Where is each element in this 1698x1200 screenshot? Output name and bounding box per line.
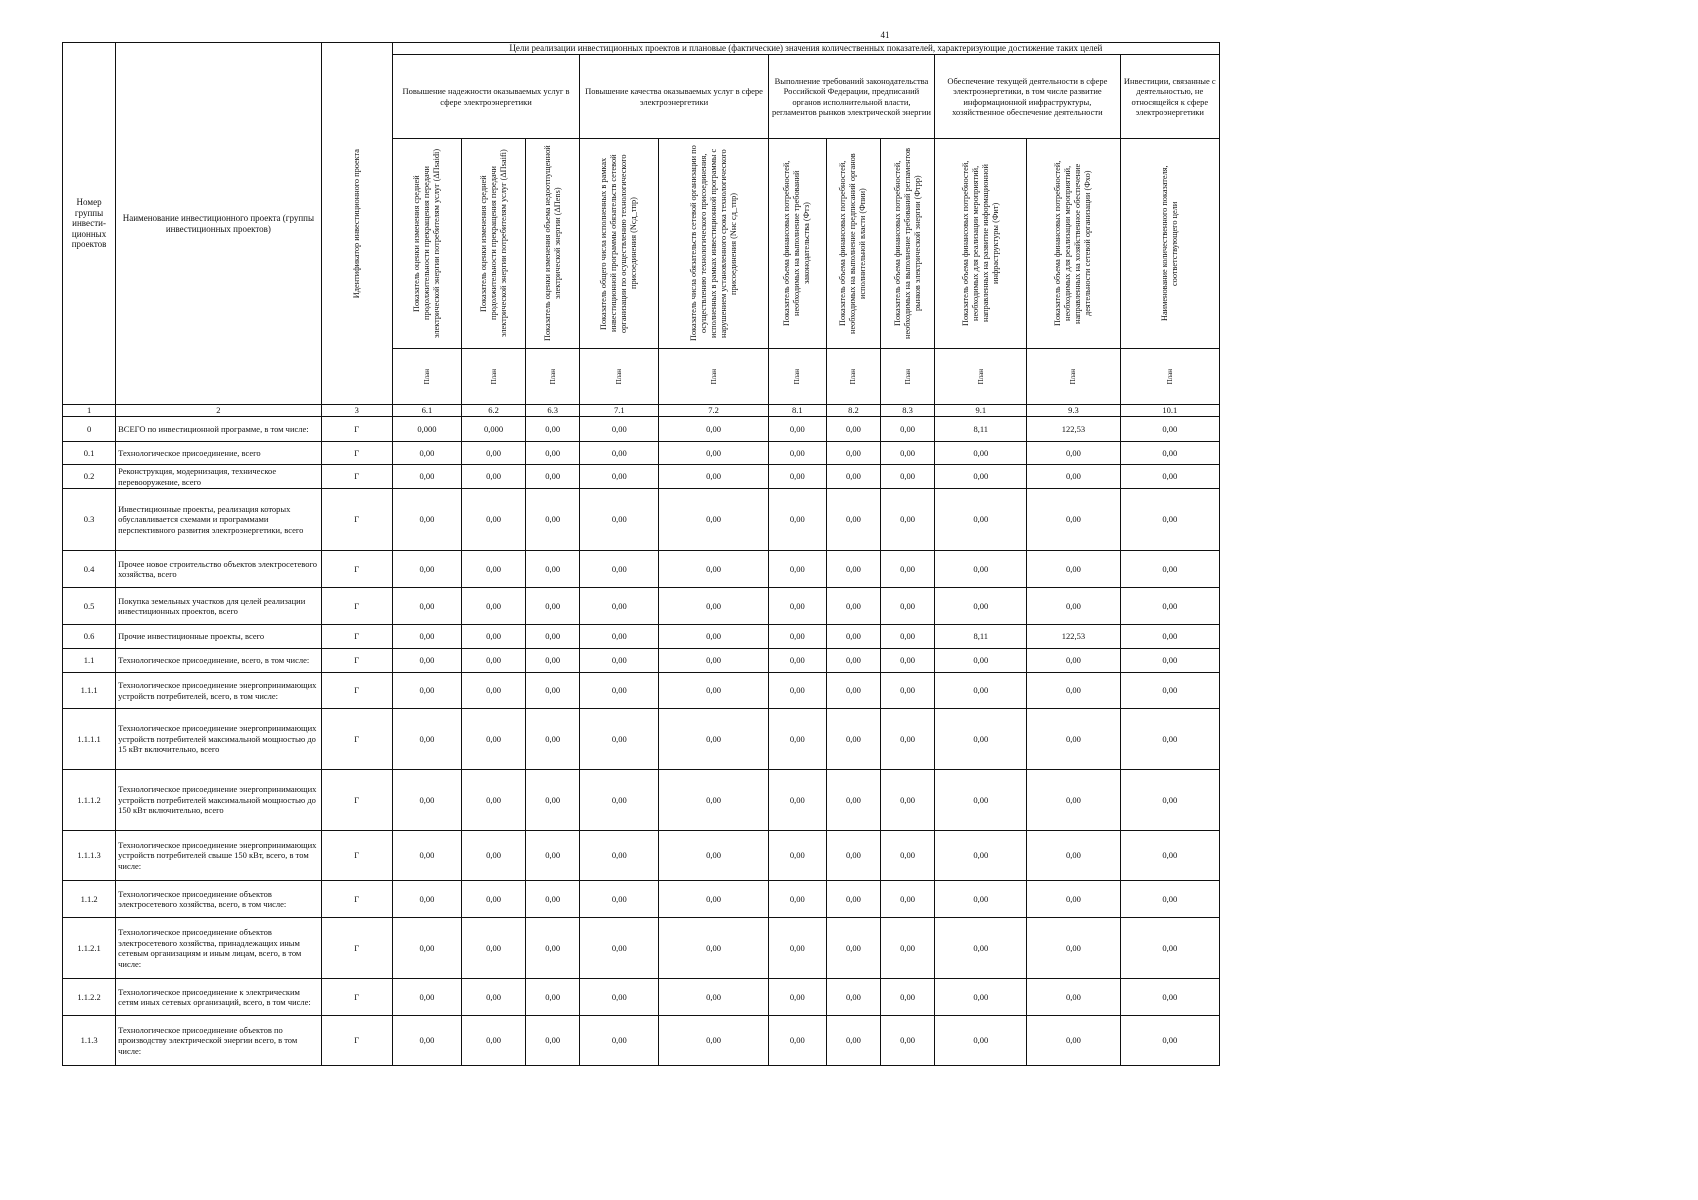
row-value: 0,00	[392, 649, 461, 673]
row-value: 0,00	[659, 709, 768, 770]
row-value: 0,00	[1027, 551, 1120, 588]
row-value: 0,00	[935, 649, 1027, 673]
row-value: 122,53	[1027, 417, 1120, 442]
row-value: 0,00	[881, 881, 935, 918]
row-identifier: Г	[321, 465, 392, 489]
row-value: 0,00	[935, 770, 1027, 831]
row-value: 0,00	[881, 551, 935, 588]
row-value: 0,00	[1120, 649, 1219, 673]
row-value: 122,53	[1027, 625, 1120, 649]
indicator-name: Наименование количественного показателя, соответствующего цели	[1120, 139, 1219, 349]
row-number: 1.1.2	[63, 881, 116, 918]
header-group-non-energy: Инвестиции, связанные с деятельностью, не относящейся к сфере электроэнергетики	[1120, 55, 1219, 139]
plan-label: План	[461, 349, 525, 405]
row-value: 0,00	[1120, 1016, 1219, 1066]
row-value: 0,00	[881, 770, 935, 831]
row-number: 1.1.1	[63, 673, 116, 709]
row-value: 0,00	[580, 1016, 659, 1066]
row-value: 0,00	[659, 1016, 768, 1066]
indicator-ens: Показатель оценки изменения объема недоотпущенной электрической энергии (ΔПens)	[526, 139, 580, 349]
row-value: 0,00	[580, 649, 659, 673]
row-value: 0,00	[935, 831, 1027, 881]
table-row	[63, 588, 1220, 625]
row-value: 0,00	[881, 417, 935, 442]
row-value: 0,00	[461, 881, 525, 918]
page-number: 41	[880, 30, 890, 40]
row-number: 0	[63, 417, 116, 442]
row-identifier: Г	[321, 442, 392, 465]
row-value: 0,00	[659, 551, 768, 588]
row-value: 0,00	[659, 673, 768, 709]
row-value: 0,00	[881, 649, 935, 673]
row-value: 0,00	[461, 831, 525, 881]
row-value: 0,00	[580, 588, 659, 625]
row-value: 0,00	[826, 551, 880, 588]
row-name: Технологическое присоединение объектов по производству электрической энергии всего, в том числе:	[116, 1016, 322, 1066]
plan-label: План	[826, 349, 880, 405]
table-row	[63, 881, 1220, 918]
row-value: 0,00	[392, 551, 461, 588]
row-value: 0,00	[580, 673, 659, 709]
row-value: 0,00	[935, 979, 1027, 1016]
row-name: Покупка земельных участков для целей реализации инвестиционных проектов, всего	[116, 588, 322, 625]
table-row	[63, 918, 1220, 979]
table-row	[63, 465, 1220, 489]
row-value: 0,00	[826, 979, 880, 1016]
row-value: 0,00	[461, 1016, 525, 1066]
row-value: 0,00	[580, 831, 659, 881]
row-name: Технологическое присоединение энергопринимающих устройств потребителей максимальной мощностью до 150 кВт включительно, всего	[116, 770, 322, 831]
column-number: 9.1	[935, 405, 1027, 417]
row-value: 0,00	[526, 979, 580, 1016]
header-top-title: Цели реализации инвестиционных проектов и плановые (фактические) значения количественных показателей, характеризующие достижение таких целей	[392, 43, 1219, 55]
row-value: 0,00	[526, 442, 580, 465]
row-value: 0,00	[461, 709, 525, 770]
row-value: 0,00	[935, 709, 1027, 770]
row-value: 0,00	[1120, 625, 1219, 649]
row-value: 0,00	[826, 489, 880, 551]
row-value: 0,00	[461, 442, 525, 465]
plan-label: План	[580, 349, 659, 405]
indicator-fit: Показатель объема финансовых потребностей, необходимых для реализации мероприятий, направленных на развитие информационной инфраструктуры (Фит)	[935, 139, 1027, 349]
header-group-current-activity: Обеспечение текущей деятельности в сфере электроэнергетики, в том числе развитие информационной инфраструктуры, хозяйственное обеспечение деятельности	[935, 55, 1120, 139]
plan-label: План	[1120, 349, 1219, 405]
column-number: 6.3	[526, 405, 580, 417]
header-group-quality: Повышение качества оказываемых услуг в сфере электроэнергетики	[580, 55, 768, 139]
row-identifier: Г	[321, 1016, 392, 1066]
row-number: 0.5	[63, 588, 116, 625]
column-number: 8.1	[768, 405, 826, 417]
header-group-number: Номер группы инвести-ционных проектов	[63, 43, 116, 405]
row-value: 0,00	[826, 442, 880, 465]
row-value: 0,00	[826, 673, 880, 709]
indicator-fpii: Показатель объема финансовых потребностей, необходимых на выполнение предписаний органов исполнительной власти (Фпии)	[826, 139, 880, 349]
row-value: 0,00	[1027, 588, 1120, 625]
row-value: 0,00	[392, 709, 461, 770]
plan-label: План	[659, 349, 768, 405]
table-row	[63, 979, 1220, 1016]
row-value: 0,00	[1120, 770, 1219, 831]
row-value: 0,00	[1027, 709, 1120, 770]
row-value: 0,00	[768, 831, 826, 881]
row-value: 0,00	[580, 709, 659, 770]
header-group-reliability: Повышение надежности оказываемых услуг в сфере электроэнергетики	[392, 55, 579, 139]
row-value: 0,00	[392, 881, 461, 918]
row-value: 0,00	[1027, 442, 1120, 465]
plan-label: План	[1027, 349, 1120, 405]
row-value: 0,00	[826, 649, 880, 673]
column-number: 1	[63, 405, 116, 417]
row-value: 0,00	[1027, 649, 1120, 673]
row-identifier: Г	[321, 918, 392, 979]
row-value: 0,00	[1120, 465, 1219, 489]
row-value: 0,00	[881, 588, 935, 625]
row-identifier: Г	[321, 831, 392, 881]
table-row	[63, 417, 1220, 442]
row-value: 0,00	[526, 551, 580, 588]
table-row	[63, 709, 1220, 770]
row-value: 0,00	[881, 1016, 935, 1066]
row-value: 0,00	[526, 881, 580, 918]
row-value: 0,00	[659, 465, 768, 489]
row-value: 0,00	[1027, 831, 1120, 881]
row-value: 0,00	[659, 979, 768, 1016]
row-name: Прочие инвестиционные проекты, всего	[116, 625, 322, 649]
row-value: 0,00	[392, 489, 461, 551]
row-value: 0,00	[526, 489, 580, 551]
row-value: 0,00	[768, 625, 826, 649]
row-name: Инвестиционные проекты, реализация которых обуславливается схемами и программами перспективного развития электроэнергетики, всего	[116, 489, 322, 551]
row-value: 0,00	[1027, 673, 1120, 709]
row-value: 0,00	[826, 709, 880, 770]
row-value: 0,00	[826, 831, 880, 881]
row-value: 0,00	[392, 442, 461, 465]
row-value: 0,00	[580, 442, 659, 465]
row-value: 0,00	[826, 625, 880, 649]
row-value: 0,00	[580, 625, 659, 649]
row-value: 0,00	[1120, 881, 1219, 918]
row-value: 0,00	[1120, 918, 1219, 979]
table-row	[63, 831, 1220, 881]
row-value: 0,00	[768, 489, 826, 551]
row-value: 0,00	[826, 588, 880, 625]
row-value: 0,00	[768, 588, 826, 625]
row-number: 1.1.1.1	[63, 709, 116, 770]
row-name: Технологическое присоединение энергопринимающих устройств потребителей, всего, в том числе:	[116, 673, 322, 709]
row-value: 0,00	[526, 831, 580, 881]
row-name: Технологическое присоединение объектов электросетевого хозяйства, принадлежащих иным сетевым организациям и иным лицам, всего, в том числе:	[116, 918, 322, 979]
row-value: 0,00	[580, 417, 659, 442]
row-value: 0,00	[768, 979, 826, 1016]
plan-label: План	[935, 349, 1027, 405]
row-value: 0,00	[659, 770, 768, 831]
table-row	[63, 489, 1220, 551]
row-value: 0,00	[935, 881, 1027, 918]
row-number: 1.1.3	[63, 1016, 116, 1066]
row-identifier: Г	[321, 588, 392, 625]
row-value: 0,00	[1120, 489, 1219, 551]
indicator-nsd-tpr: Показатель общего числа исполненных в рамках инвестиционной программы обязательств сетевой организации по осуществлению технологического присоединения (Nсд_тпр)	[580, 139, 659, 349]
header-identifier: Идентификатор инвестиционного проекта	[321, 43, 392, 405]
row-value: 0,00	[526, 417, 580, 442]
row-value: 0,00	[659, 881, 768, 918]
row-name: Технологическое присоединение объектов электросетевого хозяйства, всего, в том числе:	[116, 881, 322, 918]
row-value: 0,00	[461, 673, 525, 709]
row-value: 0,00	[826, 417, 880, 442]
row-value: 0,00	[768, 551, 826, 588]
row-value: 0,00	[461, 770, 525, 831]
row-value: 8,11	[935, 417, 1027, 442]
row-value: 0,00	[826, 770, 880, 831]
indicator-ftrr: Показатель объема финансовых потребностей, необходимых на выполнение требований регламентов рынков электрической энергии (Фтрр)	[881, 139, 935, 349]
row-value: 0,00	[768, 442, 826, 465]
row-value: 0,00	[768, 417, 826, 442]
row-value: 0,00	[881, 489, 935, 551]
table-row	[63, 442, 1220, 465]
row-value: 0,00	[935, 1016, 1027, 1066]
row-number: 0.6	[63, 625, 116, 649]
row-value: 0,00	[768, 1016, 826, 1066]
row-value: 0,00	[935, 588, 1027, 625]
row-value: 0,00	[659, 918, 768, 979]
row-number: 0.1	[63, 442, 116, 465]
row-value: 0,00	[826, 918, 880, 979]
indicator-nns-tpr: Показатель числа обязательств сетевой организации по осуществлению технологического присоединения, исполненных в рамках инвестиционной программы с нарушением установленного срока технологического присоединения (Nнс сд_тпр)	[659, 139, 768, 349]
row-value: 0,00	[580, 770, 659, 831]
row-value: 0,000	[461, 417, 525, 442]
table-row	[63, 551, 1220, 588]
row-value: 0,00	[881, 442, 935, 465]
row-value: 0,00	[526, 625, 580, 649]
row-value: 0,00	[826, 465, 880, 489]
row-value: 0,00	[461, 465, 525, 489]
row-value: 0,00	[580, 979, 659, 1016]
row-identifier: Г	[321, 417, 392, 442]
row-number: 0.3	[63, 489, 116, 551]
header-project-name: Наименование инвестиционного проекта (группы инвестиционных проектов)	[116, 43, 322, 405]
plan-label: План	[526, 349, 580, 405]
row-value: 0,00	[768, 770, 826, 831]
row-value: 0,00	[935, 442, 1027, 465]
row-value: 0,00	[1120, 673, 1219, 709]
row-value: 0,00	[1027, 918, 1120, 979]
row-value: 0,00	[768, 465, 826, 489]
row-value: 0,00	[768, 649, 826, 673]
row-identifier: Г	[321, 770, 392, 831]
row-value: 0,00	[1027, 979, 1120, 1016]
row-name: Технологическое присоединение энергопринимающих устройств потребителей максимальной мощностью до 15 кВт включительно, всего	[116, 709, 322, 770]
row-name: Технологическое присоединение к электрическим сетям иных сетевых организаций, всего, в том числе:	[116, 979, 322, 1016]
table-row	[63, 1016, 1220, 1066]
column-number: 8.3	[881, 405, 935, 417]
row-value: 0,00	[461, 588, 525, 625]
row-value: 0,00	[1027, 881, 1120, 918]
indicator-fho: Показатель объема финансовых потребностей, необходимых для реализации мероприятий, направленных на хозяйственное обеспечение деятельности сетевой организации (Фхо)	[1027, 139, 1120, 349]
row-value: 0,00	[392, 831, 461, 881]
row-number: 1.1.1.3	[63, 831, 116, 881]
column-number: 10.1	[1120, 405, 1219, 417]
table-row	[63, 770, 1220, 831]
plan-label: План	[392, 349, 461, 405]
column-number: 9.3	[1027, 405, 1120, 417]
indicator-ftz: Показатель объема финансовых потребностей, необходимых на выполнение требований законодательства (Фтз)	[768, 139, 826, 349]
row-value: 0,00	[881, 979, 935, 1016]
table-row	[63, 625, 1220, 649]
row-value: 0,00	[392, 918, 461, 979]
row-value: 0,00	[392, 1016, 461, 1066]
row-value: 0,00	[580, 489, 659, 551]
row-number: 1.1.2.1	[63, 918, 116, 979]
column-number: 6.1	[392, 405, 461, 417]
row-name: Реконструкция, модернизация, техническое перевооружение, всего	[116, 465, 322, 489]
row-number: 1.1.1.2	[63, 770, 116, 831]
row-name: Прочее новое строительство объектов электросетевого хозяйства, всего	[116, 551, 322, 588]
row-value: 0,00	[659, 417, 768, 442]
row-value: 0,00	[526, 918, 580, 979]
row-value: 0,00	[881, 625, 935, 649]
row-value: 0,00	[526, 1016, 580, 1066]
row-value: 0,00	[526, 673, 580, 709]
row-value: 0,00	[935, 551, 1027, 588]
row-value: 0,00	[1120, 588, 1219, 625]
row-value: 0,00	[392, 673, 461, 709]
row-value: 0,00	[1027, 1016, 1120, 1066]
row-value: 0,00	[392, 770, 461, 831]
indicator-saidi: Показатель оценки изменения средней продолжительности прекращения передачи электрической энергии потребителям услуг (ΔПsaidi)	[392, 139, 461, 349]
row-value: 0,00	[461, 625, 525, 649]
row-value: 0,00	[461, 918, 525, 979]
row-value: 0,00	[768, 918, 826, 979]
row-value: 0,00	[881, 465, 935, 489]
row-identifier: Г	[321, 979, 392, 1016]
row-value: 0,00	[935, 465, 1027, 489]
row-name: Технологическое присоединение, всего, в том числе:	[116, 649, 322, 673]
table-row	[63, 673, 1220, 709]
row-value: 0,00	[1027, 489, 1120, 551]
row-identifier: Г	[321, 649, 392, 673]
row-value: 0,00	[659, 831, 768, 881]
row-identifier: Г	[321, 625, 392, 649]
row-value: 8,11	[935, 625, 1027, 649]
row-value: 0,00	[1120, 831, 1219, 881]
row-value: 0,00	[659, 588, 768, 625]
row-value: 0,00	[768, 881, 826, 918]
row-value: 0,00	[881, 918, 935, 979]
row-value: 0,00	[580, 881, 659, 918]
table-row	[63, 649, 1220, 673]
row-value: 0,000	[392, 417, 461, 442]
row-value: 0,00	[1027, 770, 1120, 831]
row-value: 0,00	[580, 465, 659, 489]
row-value: 0,00	[935, 489, 1027, 551]
row-value: 0,00	[526, 588, 580, 625]
row-value: 0,00	[526, 465, 580, 489]
row-identifier: Г	[321, 551, 392, 588]
row-value: 0,00	[1027, 465, 1120, 489]
row-value: 0,00	[935, 673, 1027, 709]
row-name: Технологическое присоединение энергопринимающих устройств потребителей свыше 150 кВт, всего, в том числе:	[116, 831, 322, 881]
row-value: 0,00	[659, 489, 768, 551]
column-number: 7.2	[659, 405, 768, 417]
row-value: 0,00	[881, 709, 935, 770]
column-number: 7.1	[580, 405, 659, 417]
row-value: 0,00	[461, 649, 525, 673]
row-value: 0,00	[826, 881, 880, 918]
plan-label: План	[881, 349, 935, 405]
row-value: 0,00	[526, 709, 580, 770]
row-value: 0,00	[461, 979, 525, 1016]
row-value: 0,00	[1120, 709, 1219, 770]
column-number: 8.2	[826, 405, 880, 417]
row-value: 0,00	[461, 489, 525, 551]
column-number: 3	[321, 405, 392, 417]
row-value: 0,00	[935, 918, 1027, 979]
row-value: 0,00	[1120, 551, 1219, 588]
investment-indicators-table	[62, 42, 1220, 1066]
row-value: 0,00	[392, 979, 461, 1016]
row-value: 0,00	[881, 831, 935, 881]
row-value: 0,00	[768, 673, 826, 709]
row-value: 0,00	[392, 625, 461, 649]
row-number: 1.1	[63, 649, 116, 673]
row-identifier: Г	[321, 673, 392, 709]
row-number: 1.1.2.2	[63, 979, 116, 1016]
row-name: ВСЕГО по инвестиционной программе, в том числе:	[116, 417, 322, 442]
row-identifier: Г	[321, 709, 392, 770]
row-value: 0,00	[1120, 979, 1219, 1016]
row-value: 0,00	[659, 625, 768, 649]
row-value: 0,00	[580, 551, 659, 588]
row-value: 0,00	[1120, 442, 1219, 465]
row-number: 0.4	[63, 551, 116, 588]
row-value: 0,00	[526, 649, 580, 673]
row-value: 0,00	[580, 918, 659, 979]
row-name: Технологическое присоединение, всего	[116, 442, 322, 465]
row-value: 0,00	[659, 649, 768, 673]
row-value: 0,00	[768, 709, 826, 770]
plan-label: План	[768, 349, 826, 405]
row-value: 0,00	[1120, 417, 1219, 442]
row-number: 0.2	[63, 465, 116, 489]
row-value: 0,00	[392, 588, 461, 625]
row-identifier: Г	[321, 881, 392, 918]
column-number: 2	[116, 405, 322, 417]
row-value: 0,00	[392, 465, 461, 489]
column-number: 6.2	[461, 405, 525, 417]
row-value: 0,00	[526, 770, 580, 831]
row-value: 0,00	[826, 1016, 880, 1066]
row-value: 0,00	[659, 442, 768, 465]
row-value: 0,00	[461, 551, 525, 588]
indicator-saifi: Показатель оценки изменения средней продолжительности прекращения передачи электрической энергии потребителям услуг (ΔПsaifi)	[461, 139, 525, 349]
header-group-legislation: Выполнение требований законодательства Российской Федерации, предписаний органов исполнительной власти, регламентов рынков электрической энергии	[768, 55, 934, 139]
row-value: 0,00	[881, 673, 935, 709]
row-identifier: Г	[321, 489, 392, 551]
